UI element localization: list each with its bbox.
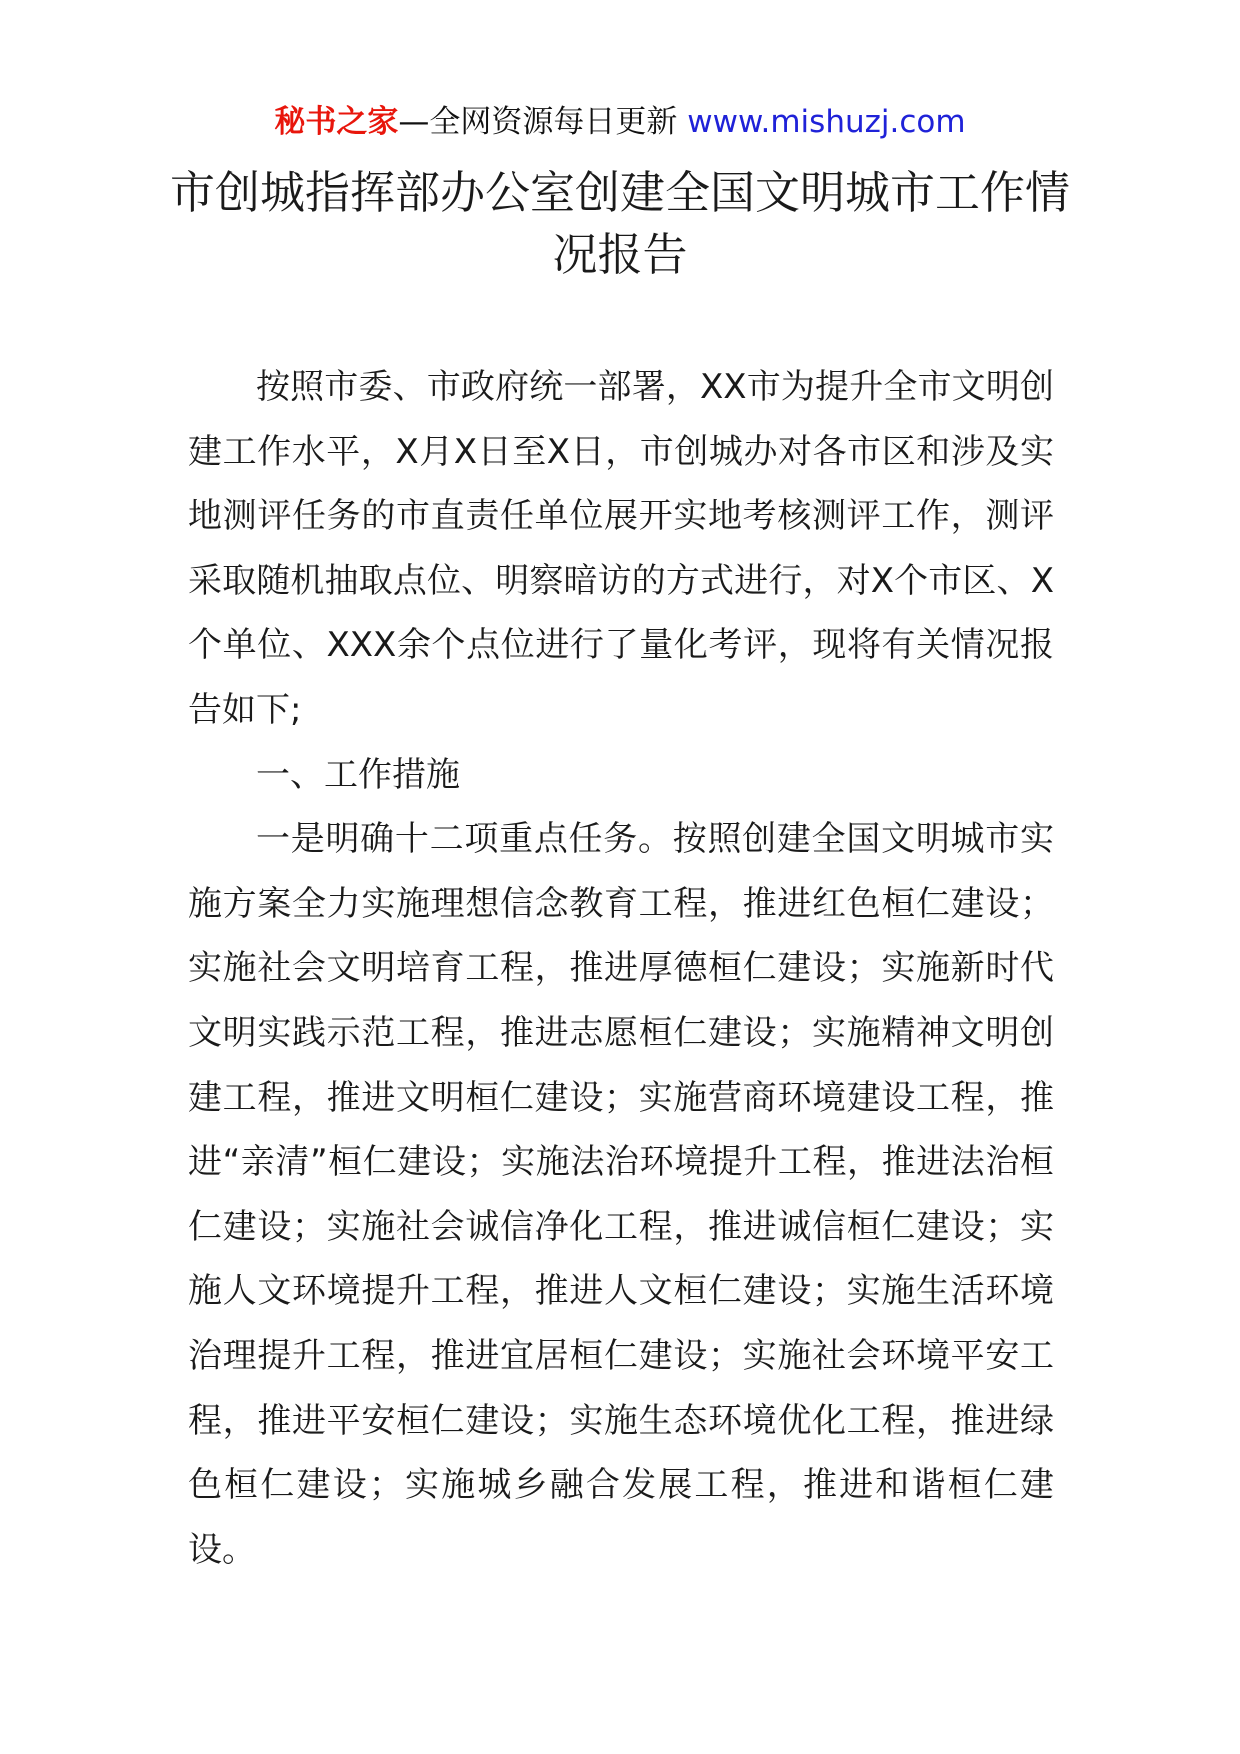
banner-tagline: —全网资源每日更新 [398,104,688,140]
paragraph-intro: 按照市委、市政府统一部署，XX市为提升全市文明创建工作水平，X月X日至X日，市创城办对各市区和涉及实地测评任务的市直责任单位展开实地考核测评工作，测评采取随机抽取点位、明察暗访的方式进行，对X个市区、X个单位、XXX余个点位进行了量化考评，现将有关情况报告如下; [188,367,1054,730]
brand-name: 秘书之家 [274,104,399,140]
paragraph-key-tasks: 一是明确十二项重点任务。按照创建全国文明城市实施方案全力实施理想信念教育工程，推进红色桓仁建设；实施社会文明培育工程，推进厚德桓仁建设；实施新时代文明实践示范工程，推进志愿桓仁建设；实施精神文明创建工程，推进文明桓仁建设；实施营商环境建设工程，推进“亲清”桓仁建设；实施法治环境提升工程，推进法治桓仁建设；实施社会诚信净化工程，推进诚信桓仁建设；实施人文环境提升工程，推进人文桓仁建设；实施生活环境治理提升工程，推进宜居桓仁建设；实施社会环境平安工程，推进平安桓仁建设；实施生态环境优化工程，推进绿色桓仁建设；实施城乡融合发展工程，推进和谐桓仁建设。 [188,819,1054,1570]
site-url-link[interactable]: www.mishuzj.com [687,104,966,140]
section-heading-work-measures: 一、工作措施 [256,754,460,795]
document-title: 市创城指挥部办公室创建全国文明城市工作情况报告 [169,166,1070,281]
document-body [188,355,1054,1582]
site-banner [0,100,1240,144]
